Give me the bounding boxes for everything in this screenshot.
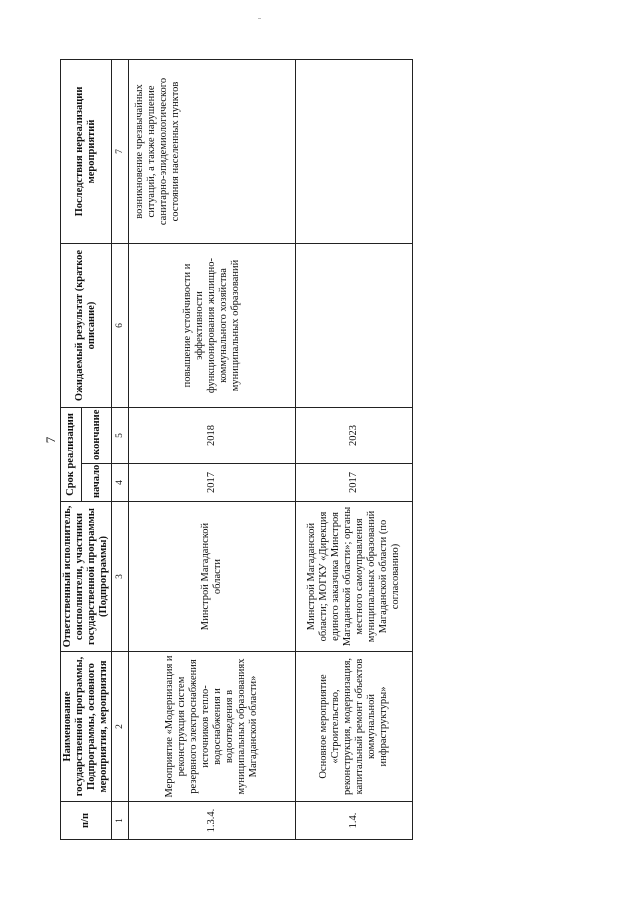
page-number: 7 <box>43 436 58 444</box>
scan-mark <box>258 18 261 19</box>
column-number: 7 <box>112 60 129 244</box>
header-start: начало <box>82 464 112 502</box>
column-number: 2 <box>112 652 129 802</box>
row-start: 2017 <box>129 464 296 502</box>
row-no: 1.3.4. <box>129 802 296 840</box>
column-number: 6 <box>112 244 129 408</box>
header-row <box>61 60 82 840</box>
row-consequences <box>296 60 413 244</box>
column-number: 5 <box>112 408 129 464</box>
header-no: п/п <box>61 802 112 840</box>
column-number: 4 <box>112 464 129 502</box>
row-name: Мероприятие «Модернизация и реконструкция систем резервного электроснабжения источников тепло-водоснабжения и водоотведения в муниципальных образованиях Магаданской области» <box>129 652 296 802</box>
table-row <box>129 60 296 840</box>
row-no: 1.4. <box>296 802 413 840</box>
row-consequences: возникновение чрезвычайных ситуаций, а также нарушение санитарно-эпидемиологического состояния населенных пунктов <box>129 60 296 244</box>
row-end: 2018 <box>129 408 296 464</box>
header-period: Срок реализации <box>61 408 82 502</box>
row-result <box>296 244 413 408</box>
column-number: 1 <box>112 802 129 840</box>
header-name: Наименование государственной программы, Подпрограммы, основного мероприятия, мероприятия <box>61 652 112 802</box>
header-end: окончание <box>82 408 112 464</box>
column-number-row <box>112 60 129 840</box>
table-row <box>296 60 413 840</box>
rotated-table-container <box>60 60 402 840</box>
program-measures-table <box>60 59 413 840</box>
row-result: повышение устойчивости и эффективности функционирования жилищно-коммунального хозяйства муниципальных образований <box>129 244 296 408</box>
row-start: 2017 <box>296 464 413 502</box>
header-executor: Ответственный исполнитель, соисполнители, участники государственной программы (Подпрограммы) <box>61 502 112 652</box>
header-consequences: Последствия нереализации мероприятий <box>61 60 112 244</box>
row-executor: Минстрой Магаданской области; МОГКУ «Дирекция единого заказчика Минстроя Магаданской области»; органы местного самоуправления муниципальных образований Магаданской области (по согласованию) <box>296 502 413 652</box>
column-number: 3 <box>112 502 129 652</box>
header-result: Ожидаемый результат (краткое описание) <box>61 244 112 408</box>
row-executor: Минстрой Магаданской области <box>129 502 296 652</box>
row-name: Основное мероприятие «Строительство, реконструкция, модернизация, капитальный ремонт объектов коммунальной инфраструктуры» <box>296 652 413 802</box>
row-end: 2023 <box>296 408 413 464</box>
